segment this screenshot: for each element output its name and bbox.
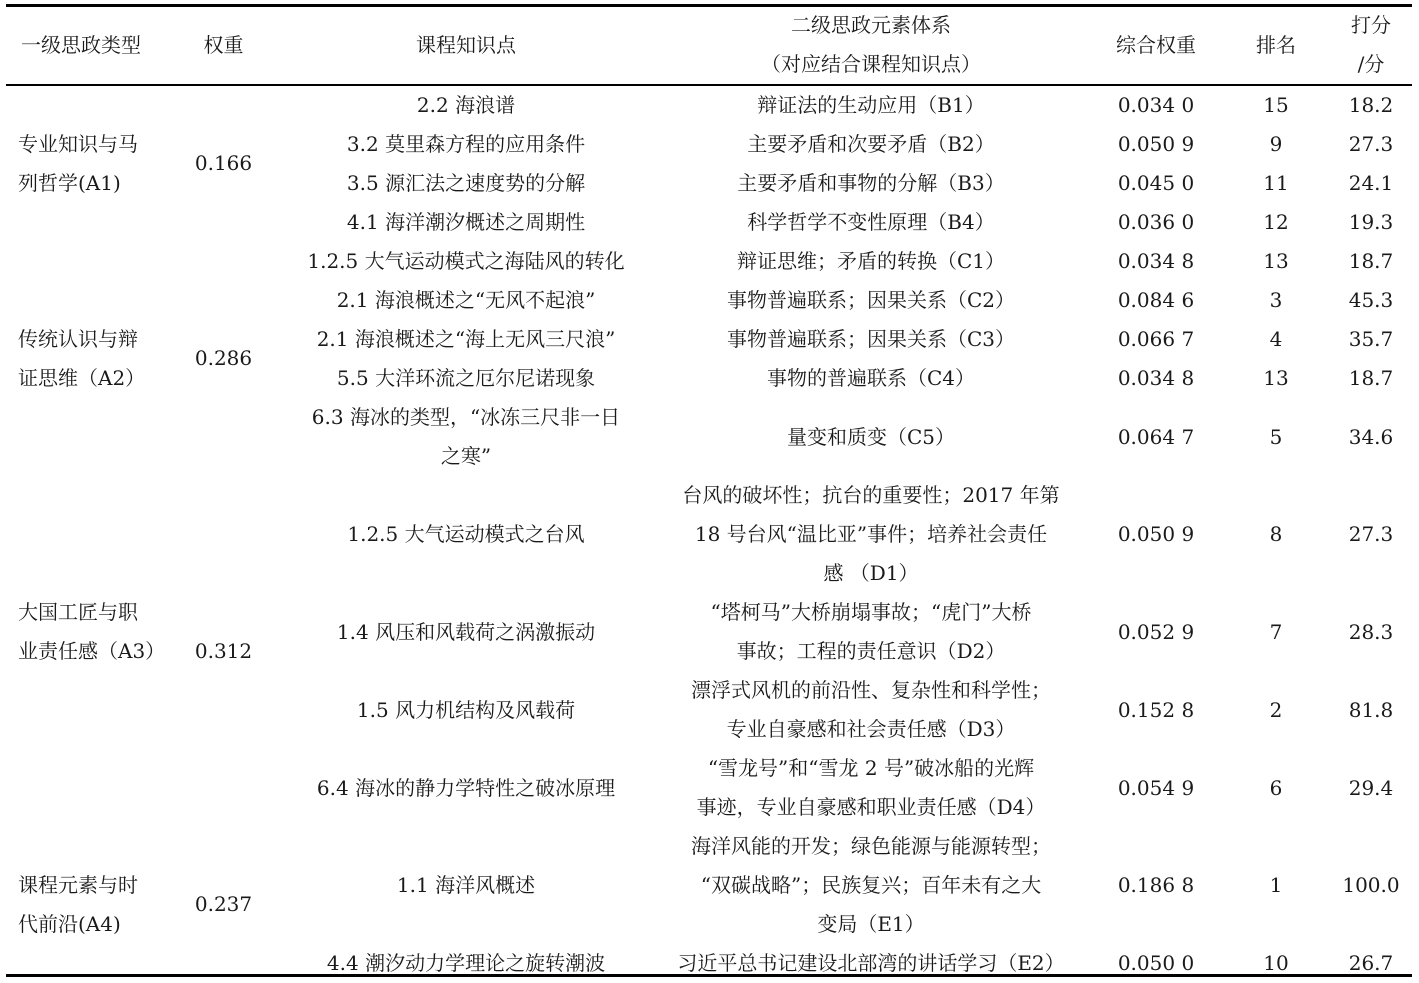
- composite-weight: 0.050 9: [1117, 522, 1195, 546]
- rank: 2: [1269, 697, 1283, 722]
- score: 24.1: [1348, 171, 1394, 195]
- ideological-element: 科学哲学不变性原理（B4）: [747, 210, 995, 234]
- group-name-line1: 传统认识与辩: [18, 327, 138, 351]
- header-composite: 综合权重: [1116, 33, 1196, 57]
- composite-weight: 0.064 7: [1117, 424, 1195, 449]
- knowledge-point: 之寒”: [440, 444, 492, 468]
- rank: 8: [1269, 522, 1283, 546]
- knowledge-point: 3.2 莫里森方程的应用条件: [346, 132, 586, 156]
- composite-weight: 0.036 0: [1117, 210, 1195, 234]
- knowledge-point: 1.4 风压和风载荷之涡激振动: [336, 619, 596, 644]
- ideological-element: 海洋风能的开发；绿色能源与能源转型；: [691, 834, 1051, 858]
- group-name-line2: 列哲学(A1): [18, 171, 121, 195]
- ideological-element: “双碳战略”；民族复兴；百年未有之大: [700, 873, 1042, 897]
- rank: 5: [1269, 424, 1283, 449]
- composite-weight: 0.084 6: [1117, 288, 1195, 312]
- composite-weight: 0.066 7: [1117, 327, 1195, 351]
- ideological-element: 事物的普遍联系（C4）: [766, 366, 976, 390]
- header-score-line2: /分: [1357, 52, 1385, 76]
- ideological-element: 习近平总书记建设北部湾的讲话学习（E2）: [677, 951, 1065, 975]
- group-name-line1: 大国工匠与职: [18, 600, 138, 624]
- score: 35.7: [1348, 327, 1394, 351]
- composite-weight: 0.050 0: [1117, 951, 1195, 975]
- rank: 12: [1263, 210, 1289, 234]
- knowledge-point: 5.5 大洋环流之厄尔尼诺现象: [336, 366, 596, 390]
- ideological-element: 漂浮式风机的前沿性、复杂性和科学性；: [691, 678, 1051, 702]
- score: 34.6: [1348, 424, 1394, 449]
- composite-weight: 0.186 8: [1117, 873, 1195, 897]
- group-weight: 0.166: [194, 151, 253, 175]
- score: 26.7: [1348, 951, 1394, 975]
- knowledge-point: 2.2 海浪谱: [416, 93, 516, 117]
- knowledge-point: 1.5 风力机结构及风载荷: [356, 697, 576, 722]
- composite-weight: 0.045 0: [1117, 171, 1195, 195]
- header-weight: 权重: [203, 33, 244, 57]
- ideological-element: 事迹，专业自豪感和职业责任感（D4）: [696, 795, 1046, 819]
- header-score-line1: 打分: [1351, 13, 1391, 37]
- group-weight: 0.312: [194, 639, 253, 663]
- ideological-element: 主要矛盾和次要矛盾（B2）: [747, 132, 995, 156]
- composite-weight: 0.152 8: [1117, 697, 1195, 722]
- ideological-element: 量变和质变（C5）: [786, 424, 956, 449]
- group-name-line2: 业责任感（A3）: [18, 639, 166, 663]
- composite-weight: 0.034 8: [1117, 366, 1195, 390]
- score: 81.8: [1348, 697, 1394, 722]
- score: 45.3: [1348, 288, 1394, 312]
- rank: 15: [1263, 93, 1289, 117]
- knowledge-point: 3.5 源汇法之速度势的分解: [346, 171, 586, 195]
- group-weight: 0.237: [194, 892, 253, 916]
- rank: 6: [1269, 775, 1283, 800]
- score: 18.2: [1348, 93, 1394, 117]
- ideological-element: 事故；工程的责任意识（D2）: [736, 639, 1006, 663]
- data-table: [6, 4, 1412, 978]
- composite-weight: 0.052 9: [1117, 619, 1195, 644]
- score: 19.3: [1348, 210, 1394, 234]
- score: 18.7: [1348, 249, 1394, 273]
- header-element-line1: 二级思政元素体系: [791, 13, 951, 37]
- knowledge-point: 2.1 海浪概述之“无风不起浪”: [336, 288, 596, 312]
- knowledge-point: 4.1 海洋潮汐概述之周期性: [346, 210, 586, 234]
- knowledge-point: 2.1 海浪概述之“海上无风三尺浪”: [316, 327, 616, 351]
- ideological-element: 辩证思维；矛盾的转换（C1）: [736, 249, 1006, 273]
- ideological-element: “雪龙号”和“雪龙 2 号”破冰船的光辉: [707, 756, 1035, 780]
- knowledge-point: 6.3 海冰的类型，“冰冻三尺非一日: [311, 405, 621, 429]
- ideological-element: 辩证法的生动应用（B1）: [757, 93, 985, 117]
- rank: 7: [1269, 619, 1283, 644]
- rank: 13: [1263, 366, 1289, 390]
- composite-weight: 0.054 9: [1117, 775, 1195, 800]
- ideological-element: 专业自豪感和社会责任感（D3）: [726, 717, 1016, 741]
- header-element-line2: （对应结合课程知识点）: [761, 52, 981, 76]
- group-name-line2: 证思维（A2）: [18, 366, 146, 390]
- score: 28.3: [1348, 619, 1394, 644]
- header-point: 课程知识点: [416, 33, 516, 57]
- ideological-element: 台风的破坏性；抗台的重要性；2017 年第: [682, 483, 1060, 507]
- knowledge-point: 4.4 潮汐动力学理论之旋转潮波: [326, 951, 606, 975]
- group-name-line2: 代前沿(A4): [18, 912, 121, 936]
- group-name-line1: 课程元素与时: [18, 873, 138, 897]
- ideological-element: 事物普遍联系；因果关系（C2）: [726, 288, 1016, 312]
- rank: 10: [1263, 951, 1289, 975]
- ideological-element: 感 （D1）: [823, 561, 919, 585]
- group-weight: 0.286: [194, 346, 253, 370]
- ideological-element: 主要矛盾和事物的分解（B3）: [737, 171, 1005, 195]
- rank: 4: [1269, 327, 1283, 351]
- knowledge-point: 1.2.5 大气运动模式之海陆风的转化: [307, 249, 625, 273]
- ideological-element: “塔柯马”大桥崩塌事故；“虎门”大桥: [710, 600, 1032, 624]
- composite-weight: 0.034 8: [1117, 249, 1195, 273]
- header-type: 一级思政类型: [21, 33, 141, 57]
- header-rank: 排名: [1256, 33, 1296, 57]
- rank: 9: [1269, 132, 1283, 156]
- score: 29.4: [1348, 775, 1394, 800]
- composite-weight: 0.050 9: [1117, 132, 1195, 156]
- knowledge-point: 6.4 海冰的静力学特性之破冰原理: [316, 775, 616, 800]
- group-name-line1: 专业知识与马: [18, 132, 138, 156]
- score: 27.3: [1348, 522, 1394, 546]
- rank: 13: [1263, 249, 1289, 273]
- rank: 11: [1263, 171, 1289, 195]
- score: 18.7: [1348, 366, 1394, 390]
- ideological-element: 事物普遍联系；因果关系（C3）: [726, 327, 1016, 351]
- ideological-element: 18 号台风“温比亚”事件；培养社会责任: [694, 522, 1048, 546]
- rank: 3: [1269, 288, 1283, 312]
- ideological-element: 变局（E1）: [817, 912, 925, 936]
- score: 27.3: [1348, 132, 1394, 156]
- composite-weight: 0.034 0: [1117, 93, 1195, 117]
- score: 100.0: [1342, 873, 1400, 897]
- rank: 1: [1269, 873, 1283, 897]
- knowledge-point: 1.2.5 大气运动模式之台风: [347, 522, 585, 546]
- knowledge-point: 1.1 海洋风概述: [396, 873, 536, 897]
